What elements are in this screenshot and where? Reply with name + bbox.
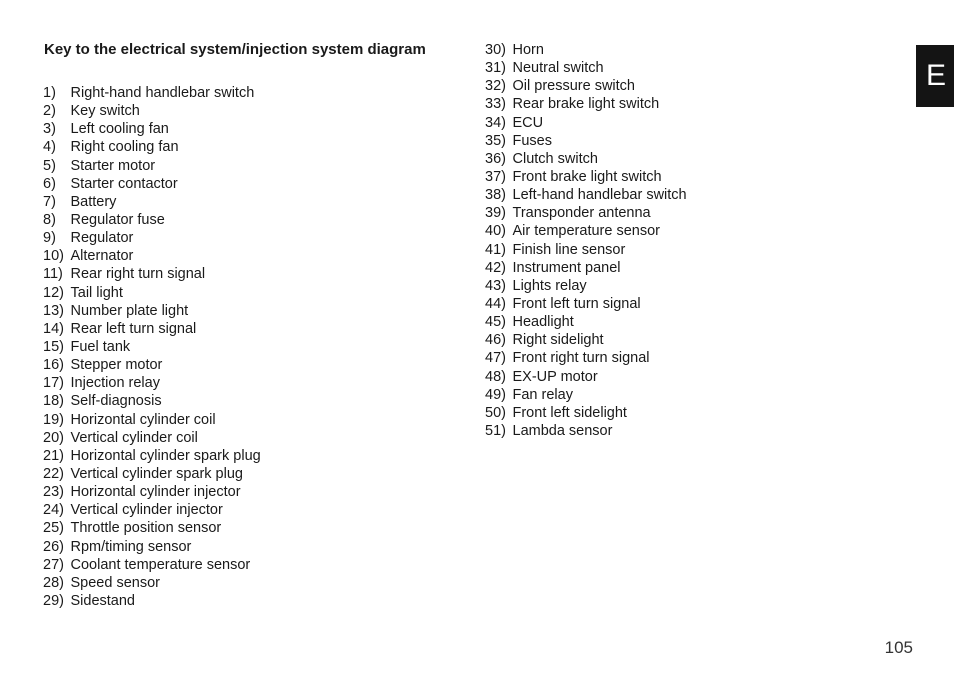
item-label: Key switch [70, 103, 140, 120]
list-item [43, 338, 261, 356]
item-number: 17) [43, 375, 64, 392]
list-item [485, 132, 687, 150]
list-item [485, 150, 687, 168]
item-number: 16) [43, 357, 64, 374]
item-number: 13) [43, 302, 64, 319]
list-item [485, 41, 687, 59]
list-item [485, 186, 687, 204]
list-item [43, 447, 261, 465]
item-number: 26) [43, 538, 64, 555]
list-item [485, 386, 687, 404]
list-item [485, 404, 687, 422]
item-number: 8) [43, 211, 56, 228]
item-label: Speed sensor [70, 574, 160, 591]
item-label: Throttle position sensor [70, 520, 222, 537]
item-label: Injection relay [70, 375, 160, 392]
list-item [485, 59, 687, 77]
item-label: Vertical cylinder coil [70, 429, 198, 446]
list-item [485, 204, 687, 222]
item-number: 15) [43, 338, 64, 355]
item-number: 36) [485, 150, 506, 167]
item-number: 5) [43, 157, 56, 174]
list-item [485, 114, 687, 132]
item-label: Tail light [70, 284, 123, 301]
list-item [43, 302, 261, 320]
list-item [43, 284, 261, 302]
item-label: Horizontal cylinder injector [70, 484, 241, 501]
item-number: 10) [43, 248, 64, 265]
item-label: Left-hand handlebar switch [512, 187, 687, 204]
list-item [43, 392, 261, 410]
list-item [485, 222, 687, 240]
item-label: Fuses [512, 132, 552, 149]
item-number: 31) [485, 60, 506, 77]
item-label: Stepper motor [70, 357, 163, 374]
item-label: Lambda sensor [512, 422, 613, 439]
item-number: 3) [43, 121, 56, 138]
item-label: Starter motor [70, 157, 156, 174]
list-item [43, 592, 261, 610]
item-label: Transponder antenna [512, 205, 651, 222]
item-number: 2) [43, 103, 56, 120]
item-number: 50) [485, 404, 506, 421]
list-item [43, 211, 261, 229]
item-number: 18) [43, 393, 64, 410]
item-number: 24) [43, 502, 64, 519]
list-item [43, 84, 261, 102]
item-label: Starter contactor [70, 175, 178, 192]
item-label: Oil pressure switch [512, 78, 635, 95]
list-item [43, 483, 261, 501]
section-heading: Key to the electrical system/injection system diagram [44, 41, 426, 58]
list-item [43, 138, 261, 156]
item-number: 11) [43, 266, 63, 283]
item-number: 47) [485, 350, 506, 367]
list-item [485, 259, 687, 277]
item-number: 29) [43, 592, 64, 609]
item-number: 42) [485, 259, 506, 276]
item-number: 6) [43, 175, 56, 192]
item-number: 25) [43, 520, 64, 537]
item-label: Sidestand [70, 592, 135, 609]
list-item [43, 320, 261, 338]
item-label: Rear brake light switch [512, 96, 660, 113]
list-item [43, 519, 261, 537]
list-item [43, 574, 261, 592]
item-label: Right cooling fan [70, 139, 179, 156]
item-number: 49) [485, 386, 506, 403]
item-label: Vertical cylinder injector [70, 502, 223, 519]
list-item [43, 175, 261, 193]
item-number: 27) [43, 556, 64, 573]
list-item [485, 168, 687, 186]
item-label: Horizontal cylinder spark plug [70, 447, 261, 464]
item-label: Instrument panel [512, 259, 621, 276]
section-tab: E [916, 45, 954, 107]
list-item [43, 538, 261, 556]
item-label: Alternator [70, 248, 134, 265]
item-label: Battery [70, 193, 117, 210]
item-label: Vertical cylinder spark plug [70, 465, 243, 482]
item-label: Rpm/timing sensor [70, 538, 192, 555]
list-item [43, 465, 261, 483]
item-label: Regulator [70, 230, 134, 247]
item-number: 9) [43, 230, 56, 247]
list-item [485, 95, 687, 113]
item-label: Left cooling fan [70, 121, 169, 138]
item-label: Horn [512, 42, 544, 58]
key-list-right [485, 41, 687, 440]
item-number: 20) [43, 429, 64, 446]
item-label: Fan relay [512, 386, 573, 403]
item-label: Clutch switch [512, 150, 598, 167]
item-number: 33) [485, 96, 506, 113]
list-item [43, 102, 261, 120]
list-item [485, 349, 687, 367]
item-number: 21) [43, 447, 64, 464]
item-number: 12) [43, 284, 64, 301]
item-number: 39) [485, 205, 506, 222]
item-number: 44) [485, 295, 506, 312]
page-number: 105 [884, 638, 913, 657]
item-label: Front left sidelight [512, 404, 627, 421]
item-label: Neutral switch [512, 60, 604, 77]
item-label: Right-hand handlebar switch [70, 85, 255, 101]
item-number: 51) [485, 422, 506, 439]
list-item [43, 229, 261, 247]
item-number: 48) [485, 368, 506, 385]
list-item [485, 368, 687, 386]
item-label: Lights relay [512, 277, 587, 294]
item-number: 19) [43, 411, 64, 428]
item-label: Rear right turn signal [70, 266, 206, 283]
list-item [43, 120, 261, 138]
item-label: Headlight [512, 314, 574, 331]
item-label: Rear left turn signal [70, 320, 197, 337]
item-label: Regulator fuse [70, 211, 165, 228]
item-label: Air temperature sensor [512, 223, 660, 240]
list-item [485, 77, 687, 95]
list-item [485, 422, 687, 440]
item-label: ECU [512, 114, 544, 131]
item-number: 40) [485, 223, 506, 240]
item-label: Horizontal cylinder coil [70, 411, 216, 428]
item-number: 35) [485, 132, 506, 149]
item-number: 41) [485, 241, 506, 258]
item-number: 14) [43, 320, 64, 337]
item-number: 46) [485, 332, 506, 349]
item-number: 28) [43, 574, 64, 591]
item-label: Finish line sensor [512, 241, 626, 258]
item-number: 32) [485, 78, 506, 95]
list-item [43, 247, 261, 265]
item-number: 37) [485, 168, 506, 185]
item-number: 7) [43, 193, 56, 210]
list-item [485, 313, 687, 331]
item-label: Front right turn signal [512, 350, 650, 367]
list-item [485, 277, 687, 295]
list-item [485, 331, 687, 349]
item-number: 38) [485, 187, 506, 204]
list-item [43, 556, 261, 574]
item-label: Fuel tank [70, 338, 131, 355]
list-item [43, 265, 261, 283]
item-number: 1) [43, 85, 56, 101]
list-item [43, 374, 261, 392]
list-item [43, 356, 261, 374]
item-number: 34) [485, 114, 506, 131]
item-label: Front brake light switch [512, 168, 662, 185]
item-number: 4) [43, 139, 56, 156]
item-label: EX-UP motor [512, 368, 598, 385]
item-number: 43) [485, 277, 506, 294]
item-number: 22) [43, 465, 64, 482]
list-item [43, 193, 261, 211]
item-label: Right sidelight [512, 332, 604, 349]
item-label: Coolant temperature sensor [70, 556, 251, 573]
item-number: 30) [485, 42, 506, 58]
item-number: 23) [43, 484, 64, 501]
list-item [485, 295, 687, 313]
item-label: Front left turn signal [512, 295, 641, 312]
item-label: Self-diagnosis [70, 393, 162, 410]
list-item [485, 241, 687, 259]
item-label: Number plate light [70, 302, 189, 319]
item-number: 45) [485, 314, 506, 331]
key-list-left [43, 84, 261, 610]
list-item [43, 501, 261, 519]
list-item [43, 411, 261, 429]
list-item [43, 429, 261, 447]
list-item [43, 157, 261, 175]
